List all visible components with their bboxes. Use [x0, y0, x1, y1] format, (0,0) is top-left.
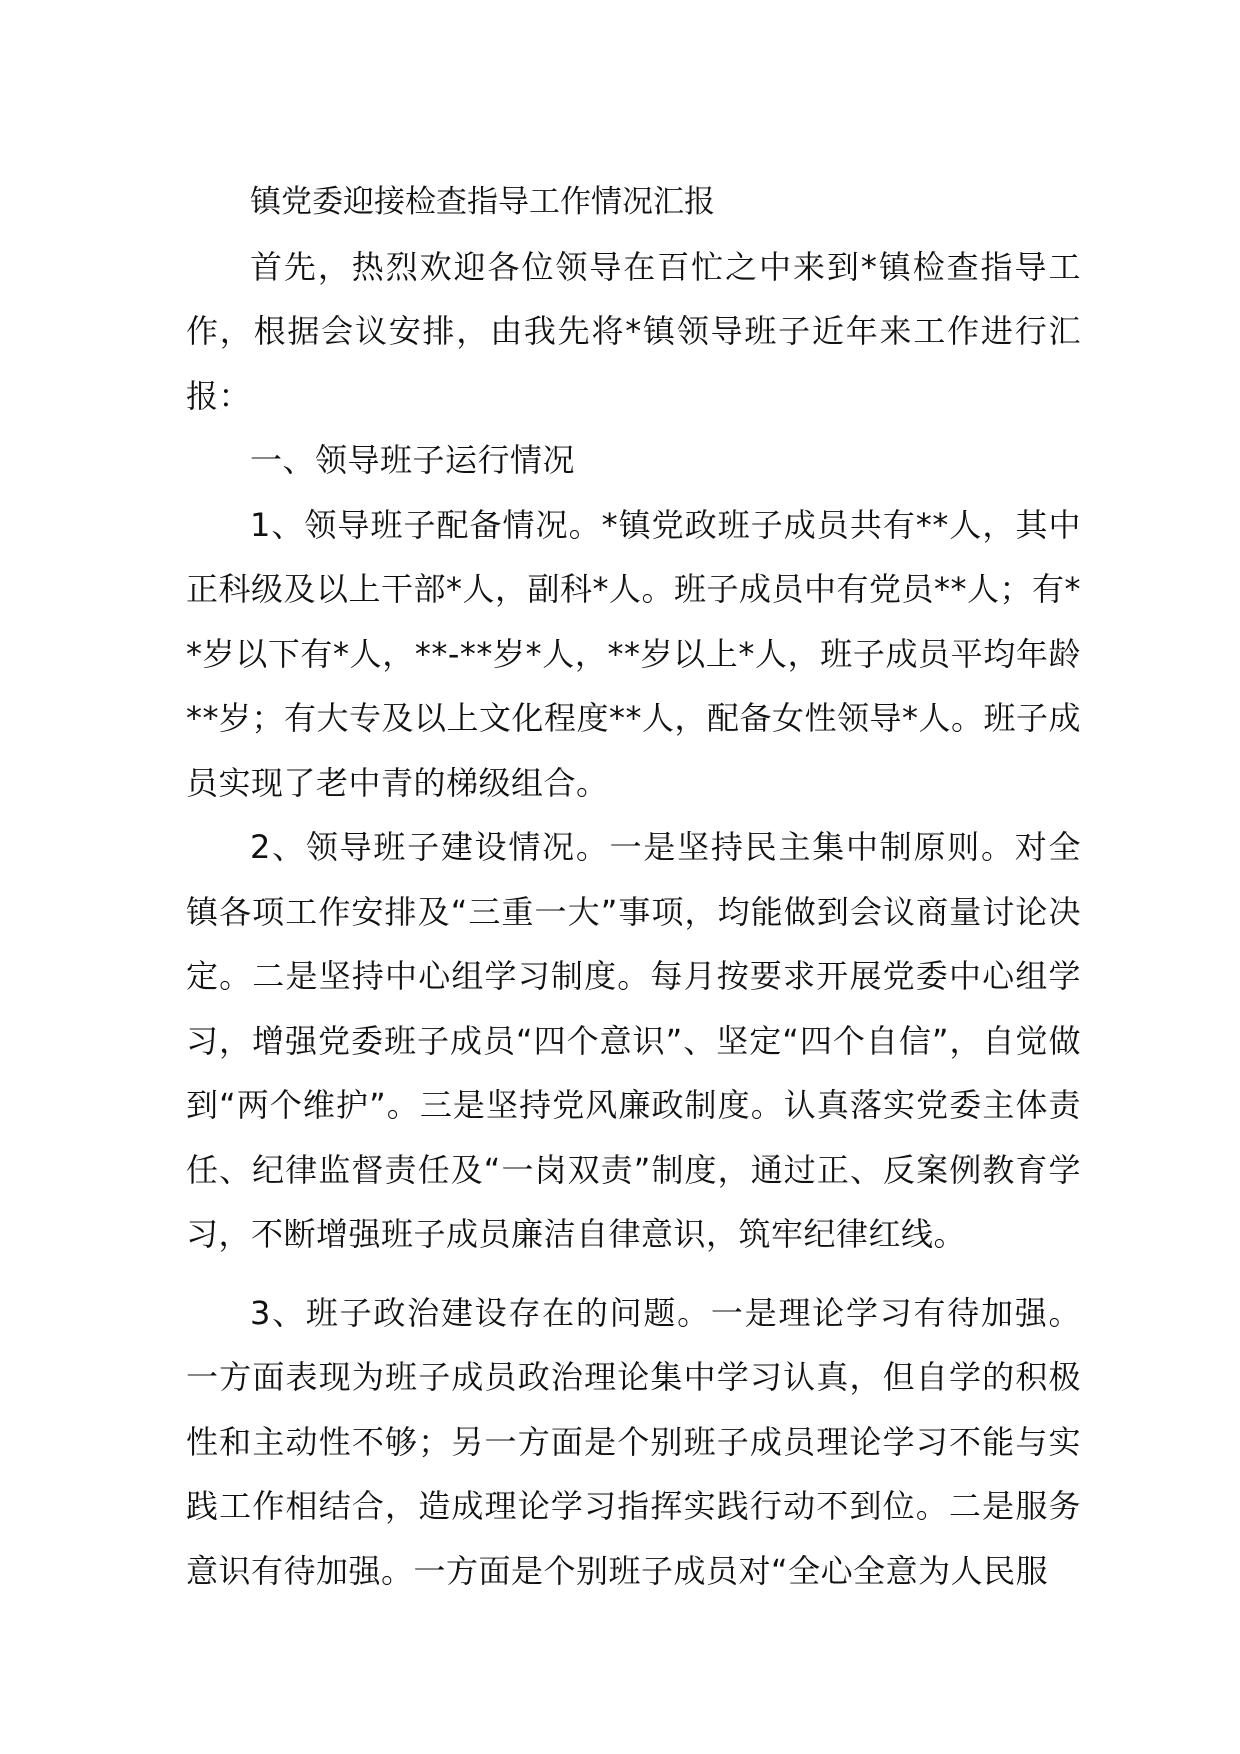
- paragraph-intro: 首先，热烈欢迎各位领导在百忙之中来到*镇检查指导工作，根据会议安排，由我先将*镇领导班子近年来工作进行汇报：: [186, 247, 1081, 415]
- paragraph-item-1: 1、领导班子配备情况。*镇党政班子成员共有**人，其中正科级及以上干部*人，副科*人。班子成员中有党员**人；有**岁以下有*人，**-**岁*人，**岁以上*人，班子成员平均年龄**岁；有大专及以上文化程度**人，配备女性领导*人。班子成员实现了老中青的梯级组合。: [186, 505, 1082, 802]
- paragraph-item-3: 3、班子政治建设存在的问题。一是理论学习有待加强。一方面表现为班子成员政治理论集中学习认真，但自学的积极性和主动性不够；另一方面是个别班子成员理论学习不能与实践工作相结合，造成理论学习指挥实践行动不到位。二是服务意识有待加强。一方面是个别班子成员对“全心全意为人民服: [186, 1293, 1081, 1590]
- paragraph-spacer: [186, 1267, 1081, 1281]
- document-body: [186, 170, 1081, 1603]
- section-heading-1: 一、领导班子运行情况: [250, 441, 576, 479]
- paragraph-item-2: 2、领导班子建设情况。一是坚持民主集中制原则。对全镇各项工作安排及“三重一大”事项，均能做到会议商量讨论决定。二是坚持中心组学习制度。每月按要求开展党委中心组学习，增强党委班子成员“四个意识”、坚定“四个自信”，自觉做到“两个维护”。三是坚持党风廉政制度。认真落实党委主体责任、纪律监督责任及“一岗双责”制度，通过正、反案例教育学习，不断增强班子成员廉洁自律意识，筑牢纪律红线。: [186, 828, 1081, 1253]
- document-title: 镇党委迎接检查指导工作情况汇报: [250, 184, 715, 220]
